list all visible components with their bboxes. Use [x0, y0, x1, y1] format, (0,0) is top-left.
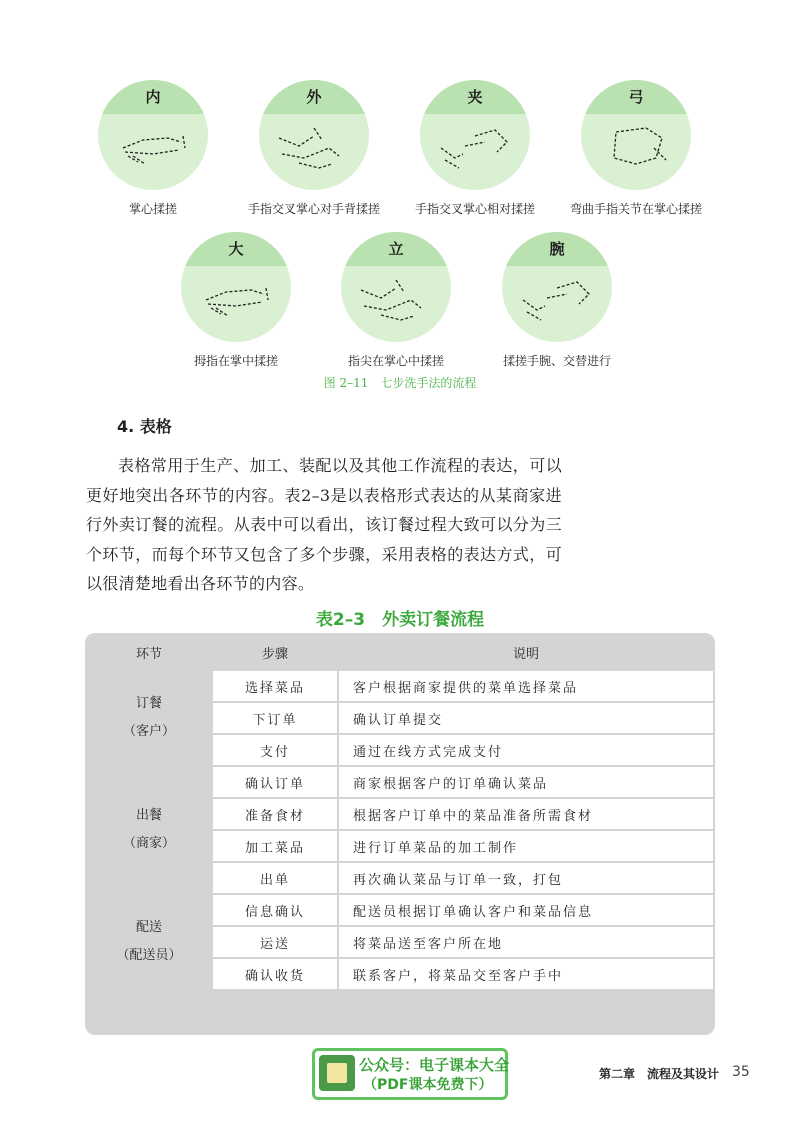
handwash-step	[498, 232, 616, 369]
handwash-step	[416, 80, 534, 217]
description-cell: 联系客户，将菜品交至客户手中	[339, 959, 713, 989]
step-letter: 弓	[628, 88, 644, 106]
step-letter: 夹	[467, 88, 483, 106]
step-label: 手指交叉掌心对手背揉搓	[247, 202, 380, 216]
description-cell: 商家根据客户的订单确认菜品	[339, 767, 713, 797]
hands-icon	[517, 270, 597, 330]
watermark-line2: （PDF课本免费下）	[363, 1077, 493, 1093]
header-stage: 环节	[87, 635, 211, 669]
step-cell: 选择菜品	[213, 671, 337, 701]
stage-name: 订餐	[135, 696, 162, 711]
stage-cell	[87, 895, 211, 989]
hands-icon	[356, 270, 436, 330]
step-cell: 确认收货	[213, 959, 337, 989]
hands-icon	[596, 118, 676, 178]
step-label: 揉搓手腕、交替进行	[502, 354, 611, 368]
step-cell: 准备食材	[213, 799, 337, 829]
figure-caption: 图 2–11 七步洗手法的流程	[323, 376, 477, 390]
process-table	[85, 633, 715, 1035]
step-cell: 出单	[213, 863, 337, 893]
step-label: 弯曲手指关节在掌心揉搓	[569, 202, 702, 216]
paragraph-text: 表格常用于生产、加工、装配以及其他工作流程的表达，可以更好地突出各环节的内容。表2–3是以表格形式表达的从某商家进行外卖订餐的流程。从表中可以看出，该订餐过程大致可以分为三个环节，而每个环节又包含了多个步骤，采用表格的表达方式，可以很清楚地看出各环节的内容。	[86, 456, 562, 593]
description-cell: 根据客户订单中的菜品准备所需食材	[339, 799, 713, 829]
header-step: 步骤	[213, 635, 337, 669]
step-label: 掌心揉搓	[128, 202, 177, 216]
description-cell: 确认订单提交	[339, 703, 713, 733]
handwash-step	[94, 80, 212, 217]
stage-actor: （配送员）	[116, 948, 182, 963]
step-cell: 下订单	[213, 703, 337, 733]
hands-icon	[113, 118, 193, 178]
step-label: 拇指在掌中揉搓	[193, 354, 278, 368]
step-letter: 大	[228, 240, 244, 258]
step-cell: 运送	[213, 927, 337, 957]
step-letter: 腕	[549, 240, 565, 258]
stage-cell	[87, 767, 211, 893]
table-row	[87, 767, 713, 797]
stage-name: 配送	[135, 920, 162, 935]
description-cell: 客户根据商家提供的菜单选择菜品	[339, 671, 713, 701]
description-cell: 将菜品送至客户所在地	[339, 927, 713, 957]
header-description: 说明	[339, 635, 713, 669]
handwash-step	[247, 80, 380, 217]
description-cell: 进行订单菜品的加工制作	[339, 831, 713, 861]
hands-icon	[274, 118, 354, 178]
stage-actor: （客户）	[122, 724, 175, 739]
section-title: 4. 表格	[117, 417, 172, 436]
handwash-circle	[259, 80, 369, 190]
handwash-circle	[581, 80, 691, 190]
step-cell: 支付	[213, 735, 337, 765]
step-cell: 信息确认	[213, 895, 337, 925]
chapter-title: 第二章 流程及其设计	[599, 1067, 720, 1081]
handwash-circle	[181, 232, 291, 342]
handwash-circle	[502, 232, 612, 342]
watermark-line1: 公众号：电子课本大全	[359, 1056, 510, 1074]
handwash-circle	[98, 80, 208, 190]
table-row	[87, 895, 713, 925]
watermark-badge	[312, 1048, 508, 1100]
handwash-step	[177, 232, 295, 369]
book-logo-icon	[319, 1055, 355, 1091]
step-letter: 内	[145, 88, 161, 106]
stage-cell	[87, 671, 211, 765]
description-cell: 配送员根据订单确认客户和菜品信息	[339, 895, 713, 925]
hands-icon	[435, 118, 515, 178]
step-label: 指尖在掌心中揉搓	[347, 354, 444, 368]
step-cell: 确认订单	[213, 767, 337, 797]
step-label: 手指交叉掌心相对揉搓	[414, 202, 535, 216]
hands-icon	[196, 270, 276, 330]
handwash-circle	[420, 80, 530, 190]
description-cell: 通过在线方式完成支付	[339, 735, 713, 765]
page-number: 35	[732, 1064, 750, 1080]
body-paragraph	[86, 451, 562, 599]
stage-name: 出餐	[135, 808, 162, 823]
stage-actor: （商家）	[122, 836, 175, 851]
table-title: 表2–3 外卖订餐流程	[315, 610, 485, 630]
step-letter: 外	[306, 88, 322, 106]
handwash-circle	[341, 232, 451, 342]
handwash-step	[569, 80, 702, 217]
description-cell: 再次确认菜品与订单一致，打包	[339, 863, 713, 893]
table-row	[87, 671, 713, 701]
step-cell: 加工菜品	[213, 831, 337, 861]
handwash-step	[337, 232, 455, 369]
step-letter: 立	[388, 240, 404, 258]
